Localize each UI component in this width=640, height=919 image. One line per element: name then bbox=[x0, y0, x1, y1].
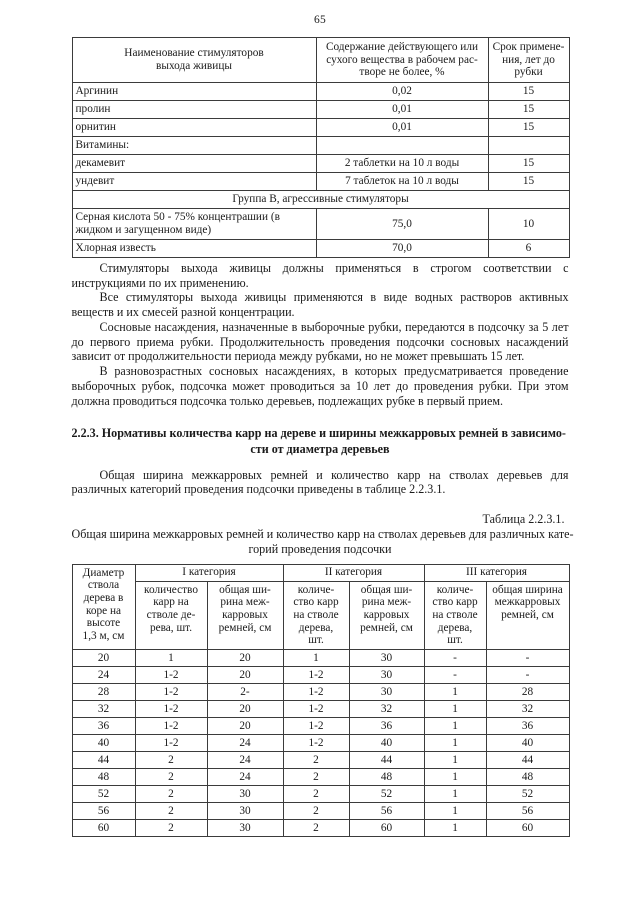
cell-term: 6 bbox=[488, 239, 569, 257]
header-line: ремней, см bbox=[360, 621, 413, 634]
header-line: шт. bbox=[308, 634, 324, 647]
cell-count-3: 1 bbox=[424, 768, 486, 785]
cell-diameter: 28 bbox=[72, 683, 135, 700]
table-title-line-1: Общая ширина межкарровых ремней и количество карр на стволах деревьев для различных кате- bbox=[71, 527, 574, 542]
paragraph-4 bbox=[72, 364, 569, 408]
cell-count-3: 1 bbox=[424, 751, 486, 768]
table-title-caption bbox=[71, 527, 574, 557]
cell-width-3: 28 bbox=[486, 683, 569, 700]
cell-content: 0,02 bbox=[316, 82, 488, 100]
header-line: дерева, bbox=[298, 621, 334, 634]
header-line: рина меж- bbox=[220, 596, 270, 609]
cell-width-1: 20 bbox=[207, 666, 283, 683]
cell-diameter: 60 bbox=[72, 819, 135, 836]
cell-term bbox=[488, 136, 569, 154]
header-line: рина меж- bbox=[361, 596, 412, 609]
cell-count-2: 2 bbox=[283, 802, 349, 819]
header-cell-category-1: I категория bbox=[135, 564, 283, 581]
header-cell-width-2 bbox=[349, 581, 424, 649]
table-row bbox=[72, 819, 569, 836]
cell-count-2: 1-2 bbox=[283, 683, 349, 700]
header-line: Срок примене- bbox=[492, 41, 565, 53]
header-line: общая ширина bbox=[492, 583, 563, 596]
cell-width-1: 20 bbox=[207, 649, 283, 666]
header-line: Наименование стимуляторов bbox=[124, 47, 264, 60]
cell-count-1: 1 bbox=[135, 649, 207, 666]
cell-width-1: 2- bbox=[207, 683, 283, 700]
header-line: количество bbox=[144, 583, 198, 596]
cell-width-1: 24 bbox=[207, 768, 283, 785]
table-row bbox=[72, 700, 569, 717]
paragraph-text: В разновозрастных сосновых насаждениях, в которых предусматривается проведение выборочных рубок, подсочка может проводиться за 10 лет до проведения рубки. При этом должна проводиться подсочка только деревьев, подлежащих рубке в первый прием. bbox=[71, 364, 569, 408]
cell-count-3: 1 bbox=[424, 734, 486, 751]
cell-count-1: 1-2 bbox=[135, 683, 207, 700]
header-line: ния, лет до рубки bbox=[502, 53, 555, 79]
cell-width-2: 36 bbox=[349, 717, 424, 734]
cell-width-2: 52 bbox=[349, 785, 424, 802]
cell-count-2: 1 bbox=[283, 649, 349, 666]
header-line: стволе де- bbox=[146, 608, 196, 621]
paragraph-2 bbox=[72, 290, 569, 320]
section-heading bbox=[72, 408, 569, 456]
table-row bbox=[72, 785, 569, 802]
cell-content: 70,0 bbox=[316, 239, 488, 257]
section-intro-paragraph bbox=[72, 468, 569, 498]
cell-width-3: - bbox=[486, 649, 569, 666]
header-line: высоте bbox=[86, 617, 121, 630]
header-line: Содержание действующего или bbox=[325, 41, 479, 53]
table-row bbox=[72, 683, 569, 700]
cell-count-3: 1 bbox=[424, 700, 486, 717]
table-row bbox=[72, 118, 569, 136]
header-line: ство карр bbox=[293, 596, 339, 609]
header-line: Диаметр bbox=[82, 566, 125, 579]
cell-width-3: 32 bbox=[486, 700, 569, 717]
table-row bbox=[72, 82, 569, 100]
header-cell-count-3 bbox=[424, 581, 486, 649]
cell-term: 15 bbox=[488, 118, 569, 136]
cell-term: 15 bbox=[488, 172, 569, 190]
cell-count-1: 1-2 bbox=[135, 717, 207, 734]
section-heading-line-1: 2.2.3. Нормативы количества карр на дереве и ширины межкарровых ремней в зависимо- bbox=[71, 426, 566, 441]
table-stimulators bbox=[72, 37, 570, 258]
header-line: карровых bbox=[222, 608, 268, 621]
cell-diameter: 52 bbox=[72, 785, 135, 802]
cell-term: 15 bbox=[488, 100, 569, 118]
cell-width-2: 30 bbox=[349, 683, 424, 700]
cell-count-1: 2 bbox=[135, 802, 207, 819]
cell-count-2: 2 bbox=[283, 819, 349, 836]
table-header-row bbox=[72, 38, 569, 83]
header-line: общая ши- bbox=[360, 583, 413, 596]
cell-count-2: 1-2 bbox=[283, 717, 349, 734]
cell-name: Серная кислота 50 - 75% концентрашии (в жидком и загущенном виде) bbox=[72, 208, 316, 239]
cell-width-1: 30 bbox=[207, 785, 283, 802]
header-line: общая ши- bbox=[219, 583, 271, 596]
paragraph-1 bbox=[72, 261, 569, 291]
page-number: 65 bbox=[313, 14, 327, 26]
cell-diameter: 56 bbox=[72, 802, 135, 819]
table-row bbox=[72, 734, 569, 751]
cell-name: орнитин bbox=[72, 118, 316, 136]
table-stimulators-body bbox=[72, 82, 569, 257]
table-row bbox=[72, 100, 569, 118]
cell-width-3: 60 bbox=[486, 819, 569, 836]
table-group-label: Группа В, агрессивные стимуляторы bbox=[72, 190, 569, 208]
cell-count-1: 1-2 bbox=[135, 700, 207, 717]
table-row bbox=[72, 154, 569, 172]
cell-content: 2 таблетки на 10 л воды bbox=[316, 154, 488, 172]
paragraph-text: Сосновые насаждения, назначенные в выборочные рубки, передаются в подсочку за 5 лет до первого приема рубки. Продолжительность проведения подсочки сосновых насаждений зависит от продолжительности периода между рубками, но не может превышать 15 лет. bbox=[71, 319, 569, 364]
cell-count-1: 2 bbox=[135, 751, 207, 768]
cell-diameter: 40 bbox=[72, 734, 135, 751]
header-line: количе- bbox=[436, 583, 474, 596]
cell-diameter: 36 bbox=[72, 717, 135, 734]
cell-name: Аргинин bbox=[72, 82, 316, 100]
header-line: карровых bbox=[363, 608, 410, 621]
section-heading-line-2: сти от диаметра деревьев bbox=[250, 441, 390, 456]
cell-content: 0,01 bbox=[316, 100, 488, 118]
cell-term: 15 bbox=[488, 154, 569, 172]
table-row bbox=[72, 717, 569, 734]
cell-width-2: 56 bbox=[349, 802, 424, 819]
cell-width-1: 20 bbox=[207, 717, 283, 734]
header-cell-width-3 bbox=[486, 581, 569, 649]
cell-width-2: 48 bbox=[349, 768, 424, 785]
header-line: количе- bbox=[297, 583, 335, 596]
cell-count-1: 2 bbox=[135, 785, 207, 802]
header-line: коре на bbox=[85, 604, 122, 617]
cell-name: Витамины: bbox=[72, 136, 316, 154]
cell-count-3: 1 bbox=[424, 785, 486, 802]
header-line: карр на bbox=[153, 596, 189, 609]
cell-diameter: 48 bbox=[72, 768, 135, 785]
cell-count-1: 2 bbox=[135, 768, 207, 785]
header-line: межкарровых bbox=[494, 596, 561, 609]
cell-diameter: 44 bbox=[72, 751, 135, 768]
cell-width-3: 40 bbox=[486, 734, 569, 751]
header-cell-count-1 bbox=[135, 581, 207, 649]
cell-count-2: 1-2 bbox=[283, 734, 349, 751]
cell-diameter: 24 bbox=[72, 666, 135, 683]
header-line: сухого вещества в рабочем рас- bbox=[326, 53, 478, 66]
table-header-row-categories bbox=[72, 564, 569, 581]
cell-width-2: 30 bbox=[349, 649, 424, 666]
table-row bbox=[72, 768, 569, 785]
header-line: 1,3 м, см bbox=[82, 629, 125, 642]
header-line: ремней, см bbox=[218, 621, 272, 634]
cell-count-2: 2 bbox=[283, 768, 349, 785]
header-line: творе не более, % bbox=[359, 66, 445, 79]
cell-content: 75,0 bbox=[316, 208, 488, 239]
cell-term: 10 bbox=[488, 208, 569, 239]
page-content bbox=[71, 26, 574, 837]
header-line: шт. bbox=[447, 634, 463, 647]
table-number-caption: Таблица 2.2.3.1. bbox=[482, 512, 565, 527]
table-header-row-subcolumns bbox=[72, 581, 569, 649]
cell-count-1: 1-2 bbox=[135, 666, 207, 683]
cell-width-2: 30 bbox=[349, 666, 424, 683]
header-cell-name bbox=[72, 38, 316, 83]
header-line: ство карр bbox=[432, 596, 478, 609]
cell-count-2: 2 bbox=[283, 751, 349, 768]
table-title-line-2: горий проведения подсочки bbox=[248, 541, 392, 556]
cell-diameter: 32 bbox=[72, 700, 135, 717]
cell-count-3: - bbox=[424, 666, 486, 683]
table-karr-body bbox=[72, 649, 569, 836]
cell-name: пролин bbox=[72, 100, 316, 118]
header-line: выхода живицы bbox=[156, 59, 232, 72]
paragraph-text: Все стимуляторы выхода живицы применяются в виде водных растворов активных веществ и их смесей разной концентрации. bbox=[71, 290, 569, 320]
cell-width-3: - bbox=[486, 666, 569, 683]
cell-count-2: 1-2 bbox=[283, 666, 349, 683]
header-line: дерева в bbox=[83, 591, 124, 604]
cell-width-2: 44 bbox=[349, 751, 424, 768]
cell-count-1: 2 bbox=[135, 819, 207, 836]
table-row bbox=[72, 802, 569, 819]
cell-count-2: 1-2 bbox=[283, 700, 349, 717]
header-line: на стволе bbox=[293, 608, 339, 621]
cell-content: 0,01 bbox=[316, 118, 488, 136]
cell-width-1: 20 bbox=[207, 700, 283, 717]
paragraph-3 bbox=[72, 320, 569, 364]
cell-content bbox=[316, 136, 488, 154]
cell-width-1: 24 bbox=[207, 734, 283, 751]
table-row bbox=[72, 649, 569, 666]
cell-count-3: 1 bbox=[424, 683, 486, 700]
header-line: ствола bbox=[87, 579, 120, 592]
table-row bbox=[72, 136, 569, 154]
cell-count-1: 1-2 bbox=[135, 734, 207, 751]
header-line: рева, шт. bbox=[149, 621, 193, 634]
table-karr bbox=[72, 564, 570, 837]
cell-width-3: 44 bbox=[486, 751, 569, 768]
cell-count-3: 1 bbox=[424, 717, 486, 734]
table-row bbox=[72, 172, 569, 190]
cell-count-3: 1 bbox=[424, 819, 486, 836]
header-line: ремней, см bbox=[501, 608, 554, 621]
cell-width-1: 30 bbox=[207, 819, 283, 836]
header-line: на стволе bbox=[432, 608, 478, 621]
cell-width-3: 48 bbox=[486, 768, 569, 785]
cell-count-2: 2 bbox=[283, 785, 349, 802]
cell-count-3: - bbox=[424, 649, 486, 666]
cell-name: декамевит bbox=[72, 154, 316, 172]
cell-width-2: 32 bbox=[349, 700, 424, 717]
header-cell-term bbox=[488, 38, 569, 83]
header-cell-diameter bbox=[72, 564, 135, 649]
table-row bbox=[72, 239, 569, 257]
header-cell-count-2 bbox=[283, 581, 349, 649]
header-cell-width-1 bbox=[207, 581, 283, 649]
header-cell-category-2: II категория bbox=[283, 564, 424, 581]
header-line: дерева, bbox=[437, 621, 473, 634]
table-row bbox=[72, 208, 569, 239]
paragraph-text: Стимуляторы выхода живицы должны применяться в строгом соответствии с инструкциями по их применению. bbox=[71, 260, 569, 290]
cell-width-2: 40 bbox=[349, 734, 424, 751]
cell-width-3: 36 bbox=[486, 717, 569, 734]
cell-name: ундевит bbox=[72, 172, 316, 190]
cell-count-3: 1 bbox=[424, 802, 486, 819]
header-cell-category-3: III категория bbox=[424, 564, 569, 581]
document-page bbox=[0, 14, 640, 919]
cell-width-3: 56 bbox=[486, 802, 569, 819]
header-cell-content bbox=[316, 38, 488, 83]
cell-term: 15 bbox=[488, 82, 569, 100]
table-row bbox=[72, 666, 569, 683]
cell-width-2: 60 bbox=[349, 819, 424, 836]
cell-width-1: 30 bbox=[207, 802, 283, 819]
cell-width-3: 52 bbox=[486, 785, 569, 802]
table-karr-wrapper bbox=[72, 557, 569, 837]
table-row bbox=[72, 751, 569, 768]
cell-diameter: 20 bbox=[72, 649, 135, 666]
cell-name: Хлорная известь bbox=[72, 239, 316, 257]
table-row bbox=[72, 190, 569, 208]
cell-content: 7 таблеток на 10 л воды bbox=[316, 172, 488, 190]
cell-width-1: 24 bbox=[207, 751, 283, 768]
paragraph-text: Общая ширина межкарровых ремней и количество карр на стволах деревьев для различных категорий проведения подсочки приведены в таблице 2.2.3.1. bbox=[71, 467, 569, 497]
